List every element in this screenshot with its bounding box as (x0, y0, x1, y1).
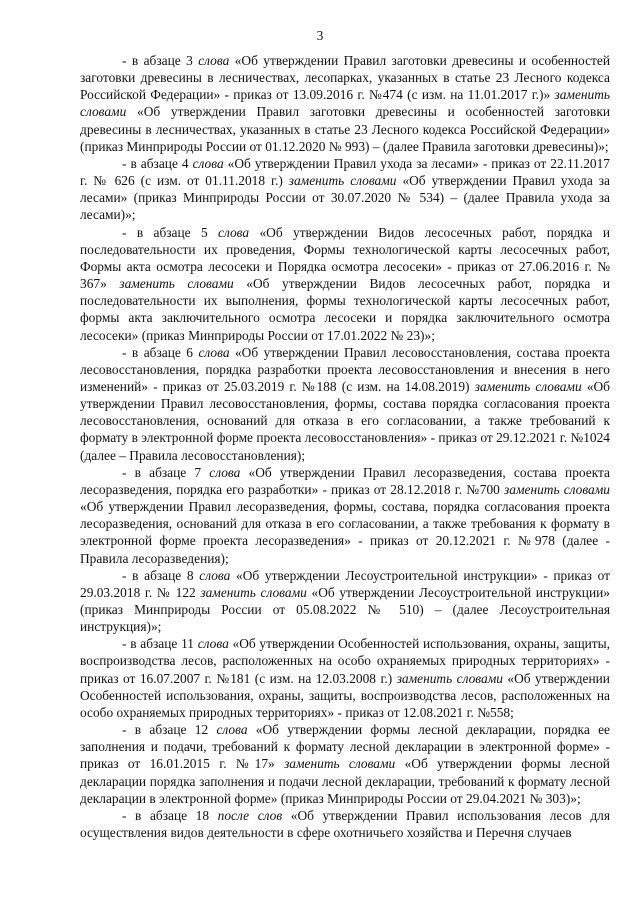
paragraph-text: «Об утверждении Правил лесовосстановления, состава проекта лесовосстановления, порядка разработки проекта лесовосстановления и внесения в него изменений» - приказ от 25.03.2019 г. №188 (с изм. на 14.08.2019) (80, 344, 611, 394)
paragraph-text: «Об утверждении Особенностей использования, охраны, защиты, воспроизводства лесов, расположенных на особо охраняемых природных территориях» - приказ от 16.07.2007 г. №181 (с изм. на 12.03.2008 г.) (80, 636, 610, 686)
keyword-italic: после слов (217, 807, 283, 823)
paragraph-text: - в абзаце 18 (122, 807, 218, 823)
paragraph-text: «Об утверждении Правил заготовки древесины и особенностей заготовки древесины в лесничествах, указанных в статье 23 Лесного кодекса Российской Федерации» (приказ Минприроды России от 01.12.2020 № 993) – (далее Правила заготовки древесины)»; (80, 104, 610, 154)
paragraph-text: - в абзаце 8 (122, 567, 200, 583)
paragraph-text: «Об утверждении Особенностей использования, охраны, защиты, воспроизводства лесов, расположенных на особо охраняемых природных территориях» - приказ от 12.08.2021 г. №558; (80, 670, 610, 720)
paragraph-text: «Об утверждении формы лесной декларации, порядка ее заполнения и подачи, требований к формату лесной декларации в электронной форме» - приказ от 16.01.2015 г. №17» (80, 722, 610, 772)
keyword-italic: заменить словами (119, 276, 234, 292)
paragraph-text: - в абзаце 4 (122, 155, 193, 171)
paragraph-text: «Об утверждении Лесоустроительной инструкции» - приказ от 29.03.2018 г. № 122 (80, 567, 610, 600)
paragraph-text: «Об утверждении Правил лесовосстановления, формы, состава порядка согласования проекта лесовосстановления, оснований для отказа в его согласовании, а также требований к формату в электронной форме проекта лесовосстановления» - приказ от 29.12.2021 г. №1024 (далее – Правила лесовосстановления); (80, 378, 610, 463)
paragraph-text: «Об утверждении Правил заготовки древесины и особенностей заготовки древесины в лесничествах, лесопарках, указанных в статье 23 Лесного кодекса Российской Федерации» - приказ от 13.09.2016 г. №474 (с изм. на 11.01.2017 г.)» (80, 53, 610, 103)
keyword-italic: слова (198, 53, 230, 68)
paragraph-text: «Об утверждении Правил ухода за лесами» - приказ от 22.11.2017 г. № 626 (с изм. от 01.11.2018 г.) (80, 155, 611, 189)
paragraph-text: - в абзаце 11 (122, 636, 198, 652)
keyword-italic: слова (216, 722, 248, 738)
paragraph-text: «Об утверждении Правил ухода за лесами» (приказ Минприроды России от 30.07.2020 № 534) – (далее Правила ухода за лесами)»; (80, 173, 610, 223)
keyword-italic: слова (209, 464, 241, 480)
keyword-italic: заменить словами (80, 87, 610, 120)
paragraph-4 (80, 344, 610, 464)
paragraph-3 (80, 224, 610, 344)
page-number: 3 (316, 28, 324, 43)
paragraph-text: - в абзаце 5 (122, 224, 219, 240)
paragraph-text: «Об утверждении Видов лесосечных работ, порядка и последовательности их выполнения, формы технологической карты лесосечных работ, формы акта заключительного осмотра лесосеки и порядка заключительного осмотра лесосеки» (приказ Минприроды России от 17.01.2022 № 23)»; (80, 276, 610, 343)
paragraph-text: «Об утверждении Правил лесоразведения, формы, состава, порядка согласования проекта лесоразведения, оснований для отказа в его согласовании, а также требования к формату в электронной форме проекта лесоразведения» - приказ от 20.12.2021 г. №978 (далее - Правила лесоразведения); (80, 499, 610, 566)
keyword-italic: слова (199, 567, 231, 583)
keyword-italic: заменить словами (474, 378, 582, 394)
paragraph-text: «Об утверждении Видов лесосечных работ, порядка и последовательности их проведения, Формы технологической карты лесосечных работ, Формы акта осмотра лесосеки и Порядка осмотра лесосеки» - приказ от 27.06.2016 г. № 367» (80, 224, 611, 292)
paragraph-8 (80, 721, 610, 807)
paragraph-7 (80, 635, 610, 721)
paragraph-text: - в абзаце 7 (122, 464, 210, 480)
keyword-italic: слова (192, 155, 224, 171)
paragraph-text: «Об утверждении Правил использования лесов для осуществления видов деятельности в сфере охотничьего хозяйства и Перечня случаев (80, 807, 610, 841)
keyword-italic: заменить словами (396, 670, 503, 686)
paragraph-2 (80, 155, 610, 224)
keyword-italic: заменить словами (504, 481, 610, 497)
paragraph-6 (80, 567, 610, 636)
keyword-italic: слова (197, 636, 229, 652)
paragraph-1 (80, 52, 610, 155)
keyword-italic: слова (198, 344, 230, 360)
keyword-italic: заменить словами (288, 173, 397, 189)
paragraph-text: «Об утверждении Лесоустроительной инструкции» (приказ Минприроды России от 05.08.2022 № 510) – (далее Лесоустроительная инструкция)»; (80, 584, 610, 635)
paragraph-text: - в абзаце 3 (122, 53, 199, 68)
document-body (80, 52, 610, 841)
keyword-italic: заменить словами (284, 756, 396, 772)
paragraph-text: «Об утверждении Правил лесоразведения, состава проекта лесоразведения, порядка его разработки» - приказ от 28.12.2018 г. №700 (80, 464, 610, 497)
paragraph-text: «Об утверждении формы лесной декларации порядка заполнения и подачи лесной декларации, требований к формату лесной декларации в электронной форме» (приказ Минприроды России от 29.04.2021 № 303)»; (80, 756, 610, 806)
keyword-italic: заменить словами (200, 584, 307, 600)
keyword-italic: слова (218, 224, 250, 240)
paragraph-9 (80, 807, 610, 841)
paragraph-text: - в абзаце 12 (122, 722, 217, 738)
paragraph-text: - в абзаце 6 (122, 344, 199, 360)
paragraph-5 (80, 464, 610, 567)
